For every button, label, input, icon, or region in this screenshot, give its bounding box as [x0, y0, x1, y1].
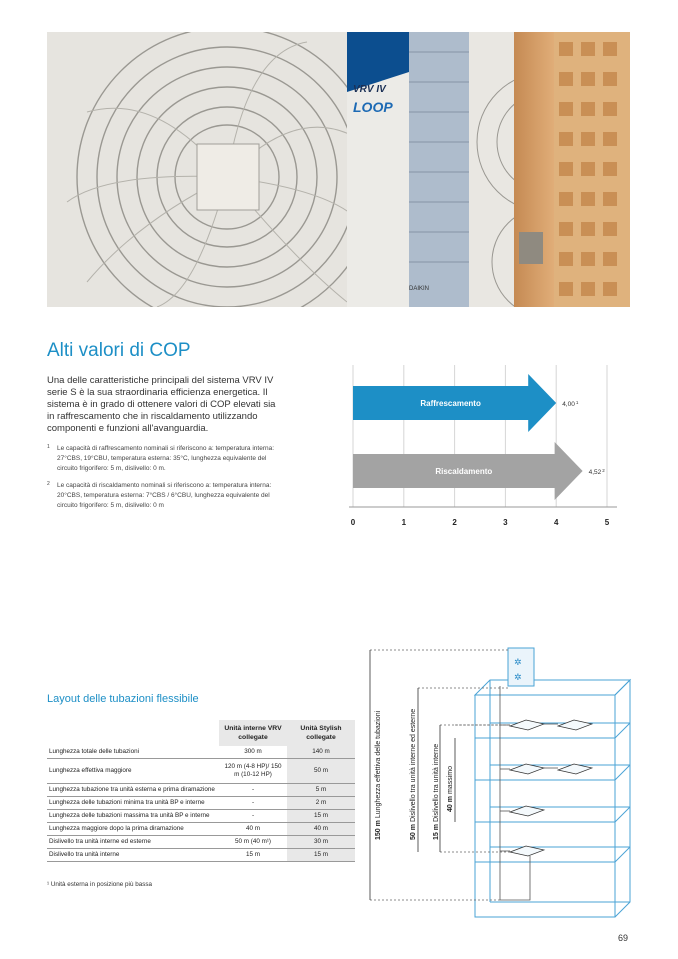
layout-section-title: Layout delle tubazioni flessibile — [47, 693, 199, 705]
bar-value-label: 4,52$^2$ — [588, 468, 605, 476]
label-150m: 150 mLunghezza effettiva delle tubazioni — [375, 710, 382, 840]
footnote-2-text: Le capacità di riscaldamento nominali si riferiscono a: temperatura interna: 20°CBS, temperatura esterna: 7°CBS / 6°CBU, lunghezza equivalente del circuito frigorifero: 5 m, dislivello: 0 m — [57, 482, 272, 509]
stylish-value: 40 m — [287, 823, 355, 836]
footnote-1-text: Le capacità di raffrescamento nominali si riferiscono a: temperatura interna: 27°CBS, 19°CBU, temperatura esterna: 35°C, lunghezza equivalente del circuito frigorifero: 5 m, dislivello: 0 m. — [57, 445, 275, 472]
vrv-value: - — [219, 797, 287, 810]
row-label: Lunghezza delle tubazioni minima tra unità BP e interne — [47, 797, 219, 810]
label-50m: 50 mDislivello tra unità interne ed esterne — [410, 708, 417, 840]
cop-intro-text: Una delle caratteristiche principali del sistema VRV IV serie S è la sua straordinaria efficienza energetica. Il sistema è in grado di ottenere valori di COP elevati sia in raffrescamento che in riscaldamento utilizzando componenti e funzioni all'avanguardia. — [47, 375, 276, 434]
vrv-value: 50 m (40 m¹) — [219, 836, 287, 849]
stylish-value: 140 m — [287, 746, 355, 759]
x-tick-label: 2 — [452, 518, 457, 527]
row-label: Lunghezza maggiore dopo la prima diramazione — [47, 823, 219, 836]
building-side — [615, 680, 630, 917]
cop-chart — [345, 365, 635, 535]
x-tick-label: 4 — [553, 518, 559, 527]
outdoor-unit-icon — [508, 648, 534, 686]
vrv-value: - — [219, 784, 287, 797]
table-row — [47, 810, 355, 823]
svg-text:✲: ✲ — [514, 658, 522, 668]
svg-text:✲: ✲ — [514, 673, 522, 683]
chart-bars — [353, 374, 605, 500]
x-tick-label: 3 — [503, 518, 508, 527]
x-tick-label: 5 — [604, 518, 610, 527]
vrv-value: 300 m — [219, 746, 287, 759]
vrv-value: 15 m — [219, 849, 287, 862]
bar-label: Raffrescamento — [420, 399, 481, 408]
table-header-blank — [47, 720, 219, 746]
x-tick-label: 1 — [401, 518, 407, 527]
table-header-stylish: Unità Stylish collegate — [287, 720, 355, 746]
unit-label: DAIKIN — [409, 286, 430, 292]
stylish-value: 5 m — [287, 784, 355, 797]
vrv-value: 120 m (4-8 HP)/ 150 m (10-12 HP) — [219, 759, 287, 784]
footnote-1 — [47, 444, 287, 474]
bar-value-label: 4,00$^1$ — [562, 400, 579, 408]
vrv-value: 40 m — [219, 823, 287, 836]
cop-section-title: Alti valori di COP — [47, 340, 191, 361]
stylish-value: 30 m — [287, 836, 355, 849]
building-front — [475, 695, 615, 917]
footnote-1-mark: 1 — [47, 444, 50, 450]
stylish-value: 50 m — [287, 759, 355, 784]
pipe-length-table — [47, 720, 355, 862]
table-row — [47, 746, 355, 759]
chart-ticks — [349, 507, 617, 527]
footnote-2 — [47, 481, 287, 511]
brand-sub-label: LOOP — [353, 99, 393, 115]
table-row — [47, 759, 355, 784]
row-label: Lunghezza delle tubazioni massima tra unità BP e interne — [47, 810, 219, 823]
outdoor-unit-illustration — [47, 32, 630, 307]
table-footnote: ¹ Unità esterna in posizione più bassa — [47, 881, 153, 888]
brand-label: VRV IV — [353, 84, 386, 95]
bar-label: Riscaldamento — [435, 467, 493, 476]
hero-photo — [47, 32, 630, 307]
row-label: Lunghezza effettiva maggiore — [47, 759, 219, 784]
building-piping-diagram — [360, 640, 640, 925]
indoor-units — [510, 720, 592, 856]
vrv-value: - — [219, 810, 287, 823]
table-header-vrv: Unità interne VRV collegate — [219, 720, 287, 746]
x-tick-label: 0 — [350, 518, 356, 527]
footnote-2-mark: 2 — [47, 481, 50, 487]
building-top — [475, 680, 630, 695]
stylish-value: 15 m — [287, 849, 355, 862]
table-row — [47, 784, 355, 797]
row-label: Lunghezza totale delle tubazioni — [47, 746, 219, 759]
row-label: Dislivello tra unità interne — [47, 849, 219, 862]
row-label: Dislivello tra unità interne ed esterne — [47, 836, 219, 849]
row-label: Lunghezza tubazione tra unità esterna e prima diramazione — [47, 784, 219, 797]
label-40m: 40 mmassimo — [447, 766, 454, 812]
page-number: 69 — [618, 933, 629, 943]
stylish-value: 2 m — [287, 797, 355, 810]
stylish-value: 15 m — [287, 810, 355, 823]
table-row — [47, 823, 355, 836]
table-row — [47, 849, 355, 862]
label-15m: 15 mDislivello tra unità interne — [433, 743, 440, 840]
table-header-row — [47, 720, 355, 746]
table-row — [47, 797, 355, 810]
table-row — [47, 836, 355, 849]
